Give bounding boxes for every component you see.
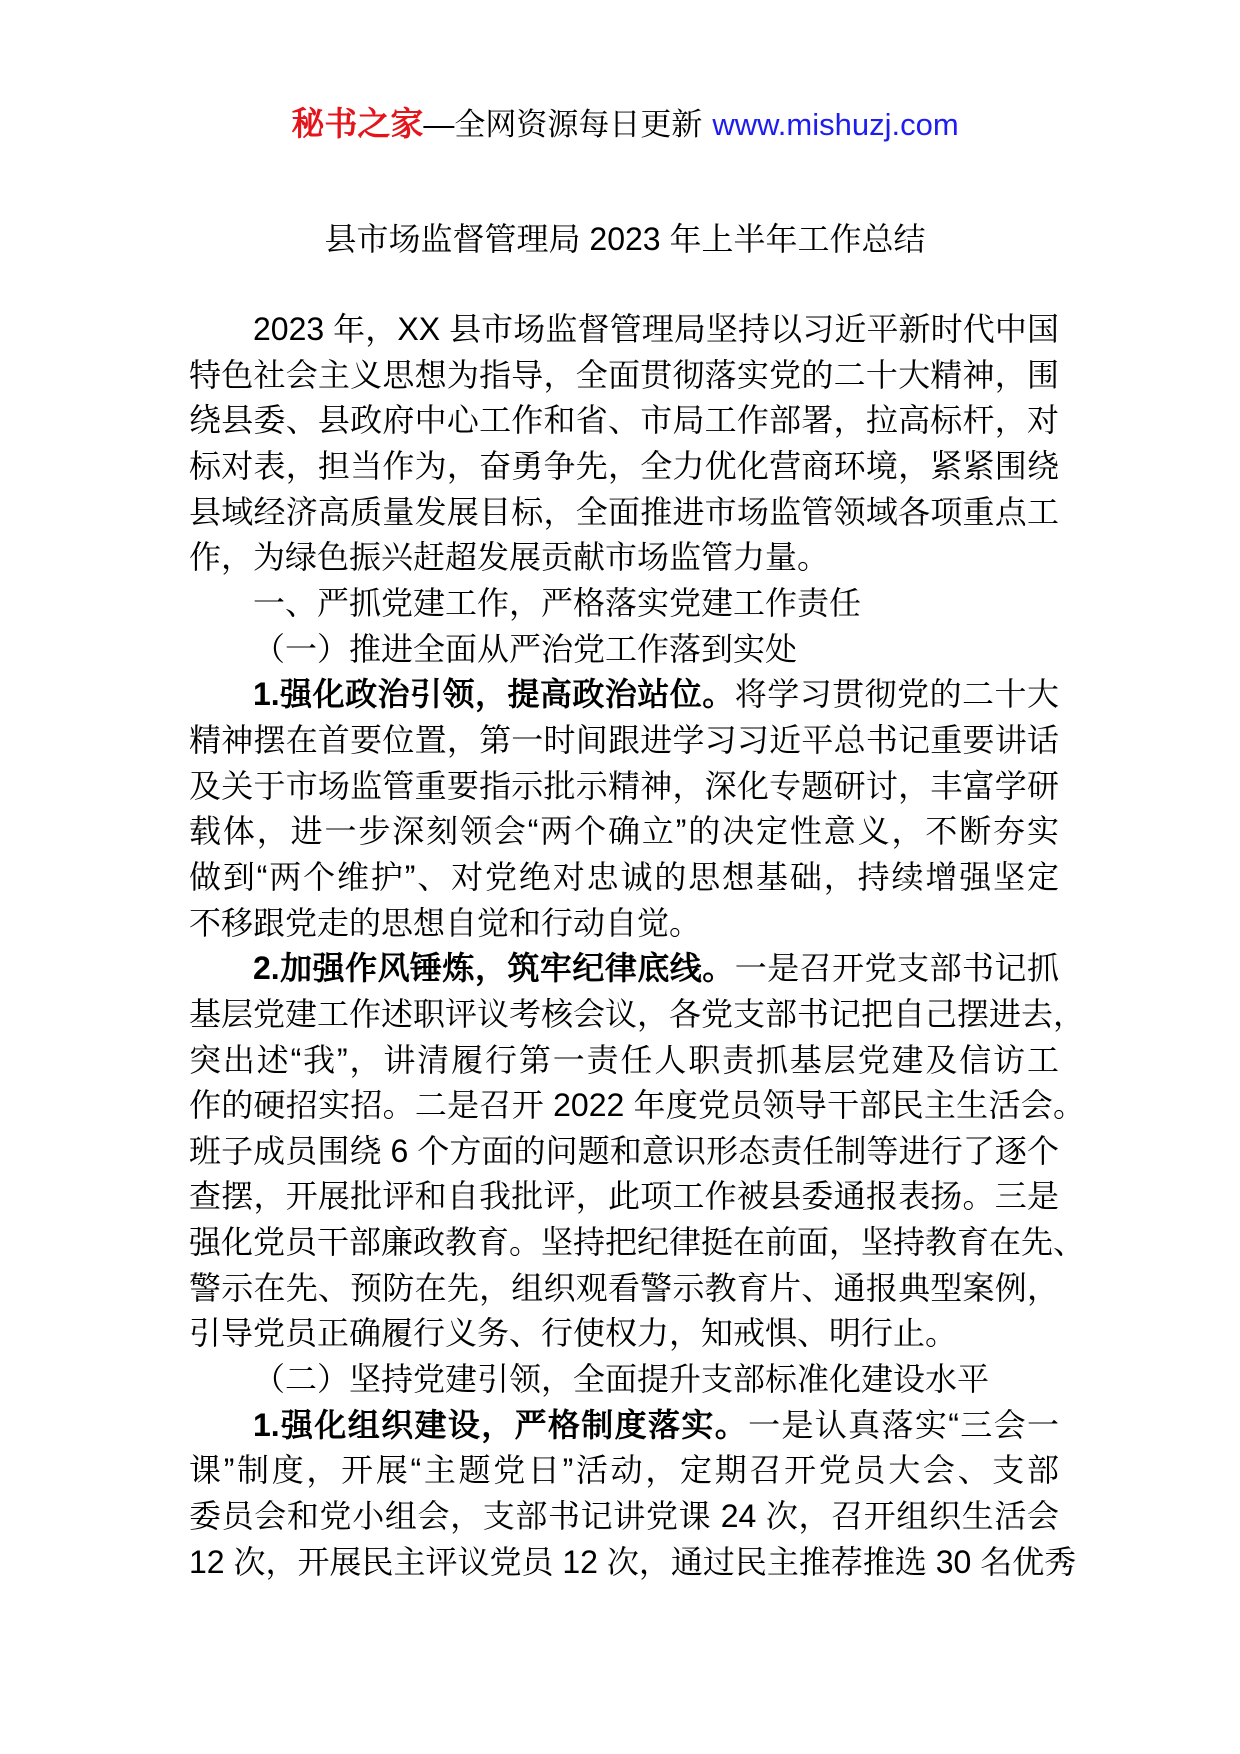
site-brand: 秘书之家 xyxy=(291,105,424,142)
item-text: 一是认真落实“三会一 xyxy=(748,1406,1059,1443)
site-url-link[interactable]: www.mishuzj.com xyxy=(712,107,959,142)
subsection-heading: （二）坚持党建引领，全面提升支部标准化建设水平 xyxy=(253,1361,990,1398)
text-line: 作，为绿色振兴赶超发展贡献市场监管力量。 xyxy=(189,539,830,576)
item-lead: 1.强化政治引领，提高政治站位。 xyxy=(253,676,735,713)
item-lead: 1.强化组织建设，严格制度落实。 xyxy=(253,1406,749,1443)
text-line: 县域经济高质量发展目标，全面推进市场监管领域各项重点工 xyxy=(189,493,1059,530)
text-line: 标对表，担当作为，奋勇争先，全力优化营商环境，紧紧围绕 xyxy=(189,447,1059,484)
text-line: 做到“两个维护”、对党绝对忠诚的思想基础，持续增强坚定 xyxy=(189,858,1059,895)
text-line: 警示在先、预防在先，组织观看警示教育片、通报典型案例， xyxy=(189,1269,1059,1306)
text-line: 及关于市场监管重要指示批示精神，深化专题研讨，丰富学研 xyxy=(189,767,1059,804)
document-body xyxy=(189,307,1086,1585)
document-title: 县市场监督管理局 2023 年上半年工作总结 xyxy=(324,221,926,257)
text-line: 特色社会主义思想为指导，全面贯彻落实党的二十大精神，围 xyxy=(189,356,1059,393)
item-lead: 2.加强作风锤炼，筑牢纪律底线。 xyxy=(253,950,735,987)
text-line xyxy=(189,946,1059,992)
text-line: 不移跟党走的思想自觉和行动自觉。 xyxy=(189,904,702,941)
item-paragraph-organization xyxy=(189,1403,1077,1586)
text-line: 作的硬招实招。二是召开 2022 年度党员领导干部民主生活会。 xyxy=(189,1087,1085,1124)
text-line: 课”制度，开展“主题党日”活动，定期召开党员大会、支部 xyxy=(189,1452,1059,1489)
text-line: 载体，进一步深刻领会“两个确立”的决定性意义，不断夯实 xyxy=(189,813,1059,850)
item-text: 将学习贯彻党的二十大 xyxy=(734,676,1059,713)
subsection-heading: （一）推进全面从严治党工作落到实处 xyxy=(253,630,798,667)
text-line: 班子成员围绕 6 个方面的问题和意识形态责任制等进行了逐个 xyxy=(189,1132,1059,1169)
text-line: 2023 年，XX 县市场监督管理局坚持以习近平新时代中国 xyxy=(253,311,1059,347)
watermark-header xyxy=(0,100,1240,148)
text-line: 引导党员正确履行义务、行使权力，知戒惧、明行止。 xyxy=(189,1315,958,1352)
text-line: 强化党员干部廉政教育。坚持把纪律挺在前面，坚持教育在先、 xyxy=(189,1224,1086,1261)
site-tagline: —全网资源每日更新 xyxy=(423,107,703,142)
item-text: 一是召开党支部书记抓 xyxy=(734,950,1059,987)
text-line: 精神摆在首要位置，第一时间跟进学习习近平总书记重要讲话 xyxy=(189,721,1059,758)
section-heading: 一、严抓党建工作，严格落实党建工作责任 xyxy=(253,584,862,621)
item-paragraph-work-style xyxy=(189,946,1086,1357)
item-paragraph-political-guidance xyxy=(189,672,1059,946)
intro-paragraph xyxy=(189,307,1059,581)
text-line xyxy=(189,1403,1059,1449)
text-line: 委员会和党小组会，支部书记讲党课 24 次，召开组织生活会 xyxy=(189,1498,1059,1535)
text-line: 12 次，开展民主评议党员 12 次，通过民主推荐推选 30 名优秀 xyxy=(189,1543,1077,1580)
text-line: 绕县委、县政府中心工作和省、市局工作部署，拉高标杆，对 xyxy=(189,402,1059,439)
text-line xyxy=(189,672,1059,718)
text-line: 突出述“我”，讲清履行第一责任人职责抓基层党建及信访工 xyxy=(189,1041,1059,1078)
text-line: 查摆，开展批评和自我批评，此项工作被县委通报表扬。三是 xyxy=(189,1178,1059,1215)
text-line: 基层党建工作述职评议考核会议，各党支部书记把自己摆进去， xyxy=(189,995,1086,1032)
